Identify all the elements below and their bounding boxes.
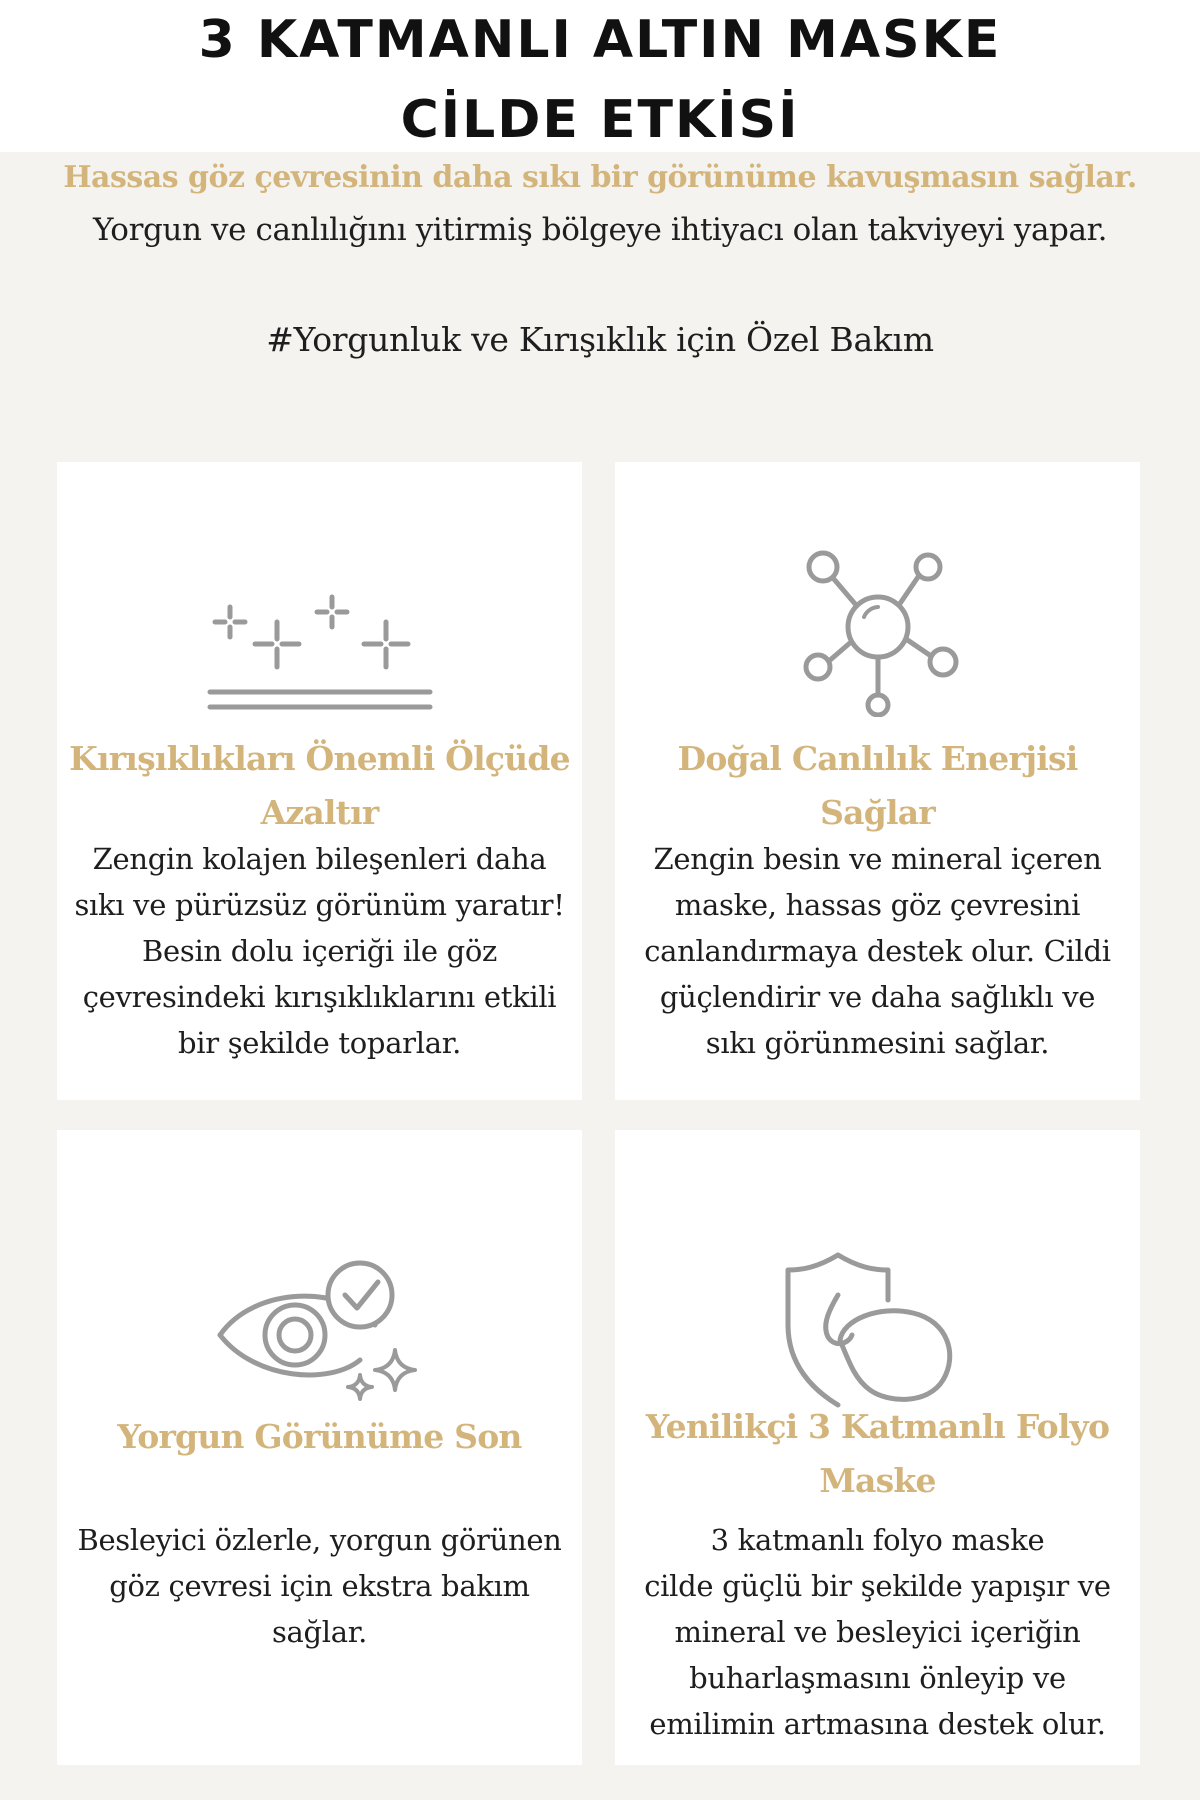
subtitle-gold: Hassas göz çevresinin daha sıkı bir görünüme kavuşmasın sağlar. <box>63 160 1137 195</box>
feature-card-tired-look <box>57 1130 582 1765</box>
eye-check-icon <box>57 1230 582 1430</box>
card-title: Yenilikçi 3 Katmanlı Folyo Maske <box>645 1407 1110 1500</box>
card-body: Zengin besin ve mineral içeren maske, hassas göz çevresini canlandırmaya destek olur. Cildi güçlendirir ve daha sağlıklı ve sıkı görünmesini sağlar. <box>644 842 1111 1060</box>
card-title: Doğal Canlılık Enerjisi Sağlar <box>677 739 1078 832</box>
card-body: 3 katmanlı folyo maske cilde güçlü bir şekilde yapışır ve mineral ve besleyici içeriğin buharlaşmasını önleyip ve emilimin artmasına destek olur. <box>644 1523 1111 1741</box>
hashtag-heading: #Yorgunluk ve Kırışıklık için Özel Bakım <box>266 320 934 359</box>
feature-card-foil-mask <box>615 1130 1140 1765</box>
sparkle-lines-icon <box>57 552 582 752</box>
page-title-line-2: CİLDE ETKİSİ <box>400 90 800 150</box>
feature-card-vitality <box>615 462 1140 1100</box>
card-body: Zengin kolajen bileşenleri daha sıkı ve pürüzsüz görünüm yaratır! Besin dolu içeriği ile göz çevresindeki kırışıklıklarını etkili bir şekilde toparlar. <box>74 842 565 1060</box>
page-title-line-1: 3 KATMANLI ALTIN MASKE <box>198 10 1002 70</box>
card-title: Yorgun Görünüme Son <box>117 1417 522 1456</box>
card-title: Kırışıklıkları Önemli Ölçüde Azaltır <box>69 739 570 832</box>
card-body: Besleyici özlerle, yorgun görünen göz çevresi için ekstra bakım sağlar. <box>77 1523 562 1649</box>
feature-card-wrinkles <box>57 462 582 1100</box>
subtitle-dark: Yorgun ve canlılığını yitirmiş bölgeye ihtiyacı olan takviyeyi yapar. <box>92 212 1108 248</box>
molecule-icon <box>615 527 1140 727</box>
